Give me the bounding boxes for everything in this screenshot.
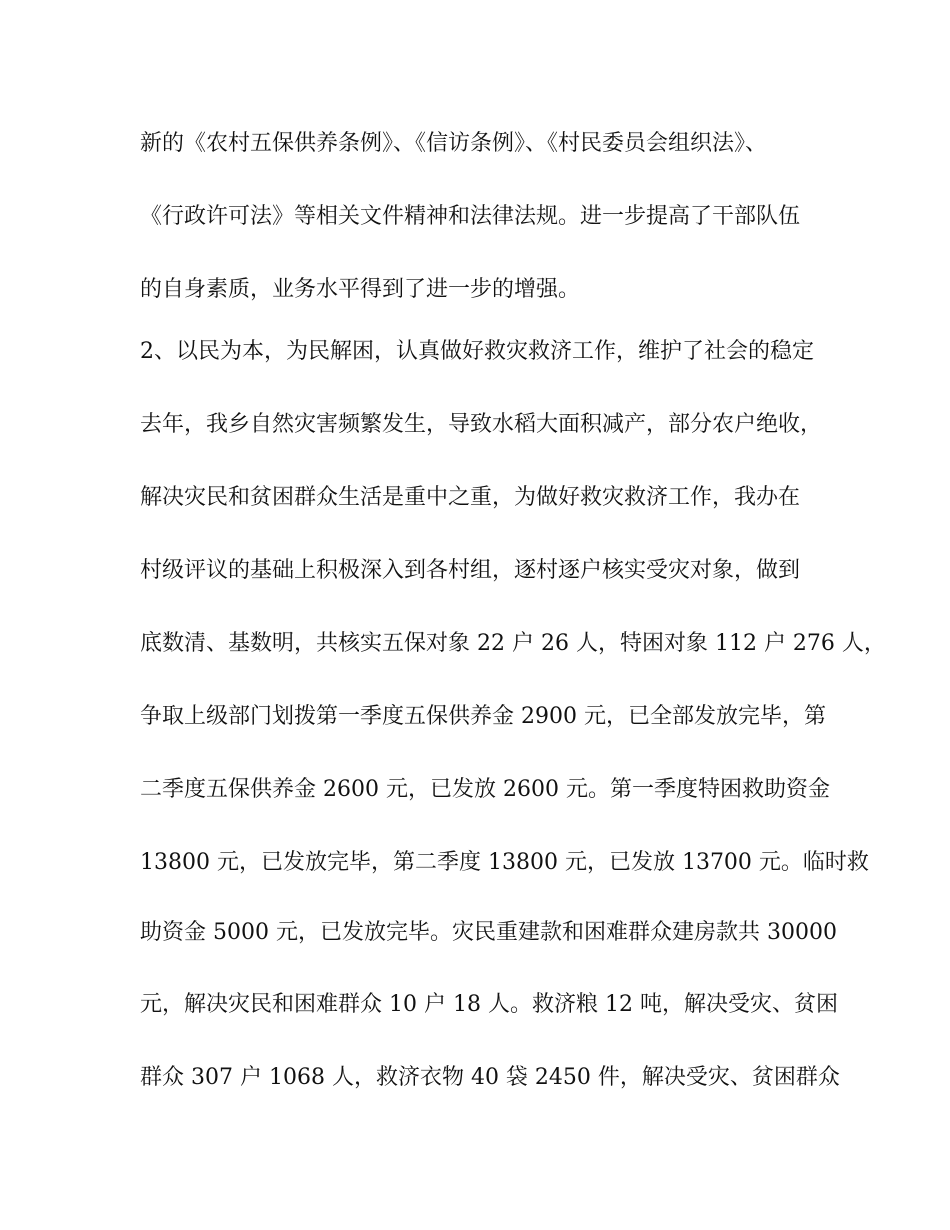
section-heading: 2、以民为本，为民解困，认真做好救灾救济工作，维护了社会的稳定	[140, 339, 814, 364]
paragraph-line: 群众 307 户 1068 人，救济衣物 40 袋 2450 件，解决受灾、贫困群众	[140, 1065, 840, 1090]
paragraph-line: 底数清、基数明，共核实五保对象 22 户 26 人，特困对象 112 户 276 人，	[140, 631, 886, 656]
paragraph-line: 助资金 5000 元，已发放完毕。灾民重建款和困难群众建房款共 30000	[140, 920, 837, 945]
paragraph-line: 争取上级部门划拨第一季度五保供养金 2900 元，已全部发放完毕，第	[140, 704, 826, 729]
paragraph-line: 的自身素质，业务水平得到了进一步的增强。	[140, 277, 581, 302]
paragraph-line: 村级评议的基础上积极深入到各村组，逐村逐户核实受灾对象，做到	[140, 558, 801, 583]
paragraph-line: 《行政许可法》等相关文件精神和法律法规。进一步提高了干部队伍	[140, 204, 801, 229]
paragraph-line: 去年，我乡自然灾害频繁发生，导致水稻大面积减产，部分农户绝收，	[140, 412, 823, 437]
paragraph-line: 新的《农村五保供养条例》、《信访条例》、《村民委员会组织法》、	[140, 131, 768, 156]
paragraph-line: 二季度五保供养金 2600 元，已发放 2600 元。第一季度特困救助资金	[140, 777, 830, 802]
paragraph-line: 13800 元，已发放完毕，第二季度 13800 元，已发放 13700 元。临时救	[140, 850, 869, 875]
paragraph-line: 解决灾民和贫困群众生活是重中之重，为做好救灾救济工作，我办在	[140, 485, 801, 510]
paragraph-line: 元，解决灾民和困难群众 10 户 18 人。救济粮 12 吨，解决受灾、贫困	[140, 992, 838, 1017]
